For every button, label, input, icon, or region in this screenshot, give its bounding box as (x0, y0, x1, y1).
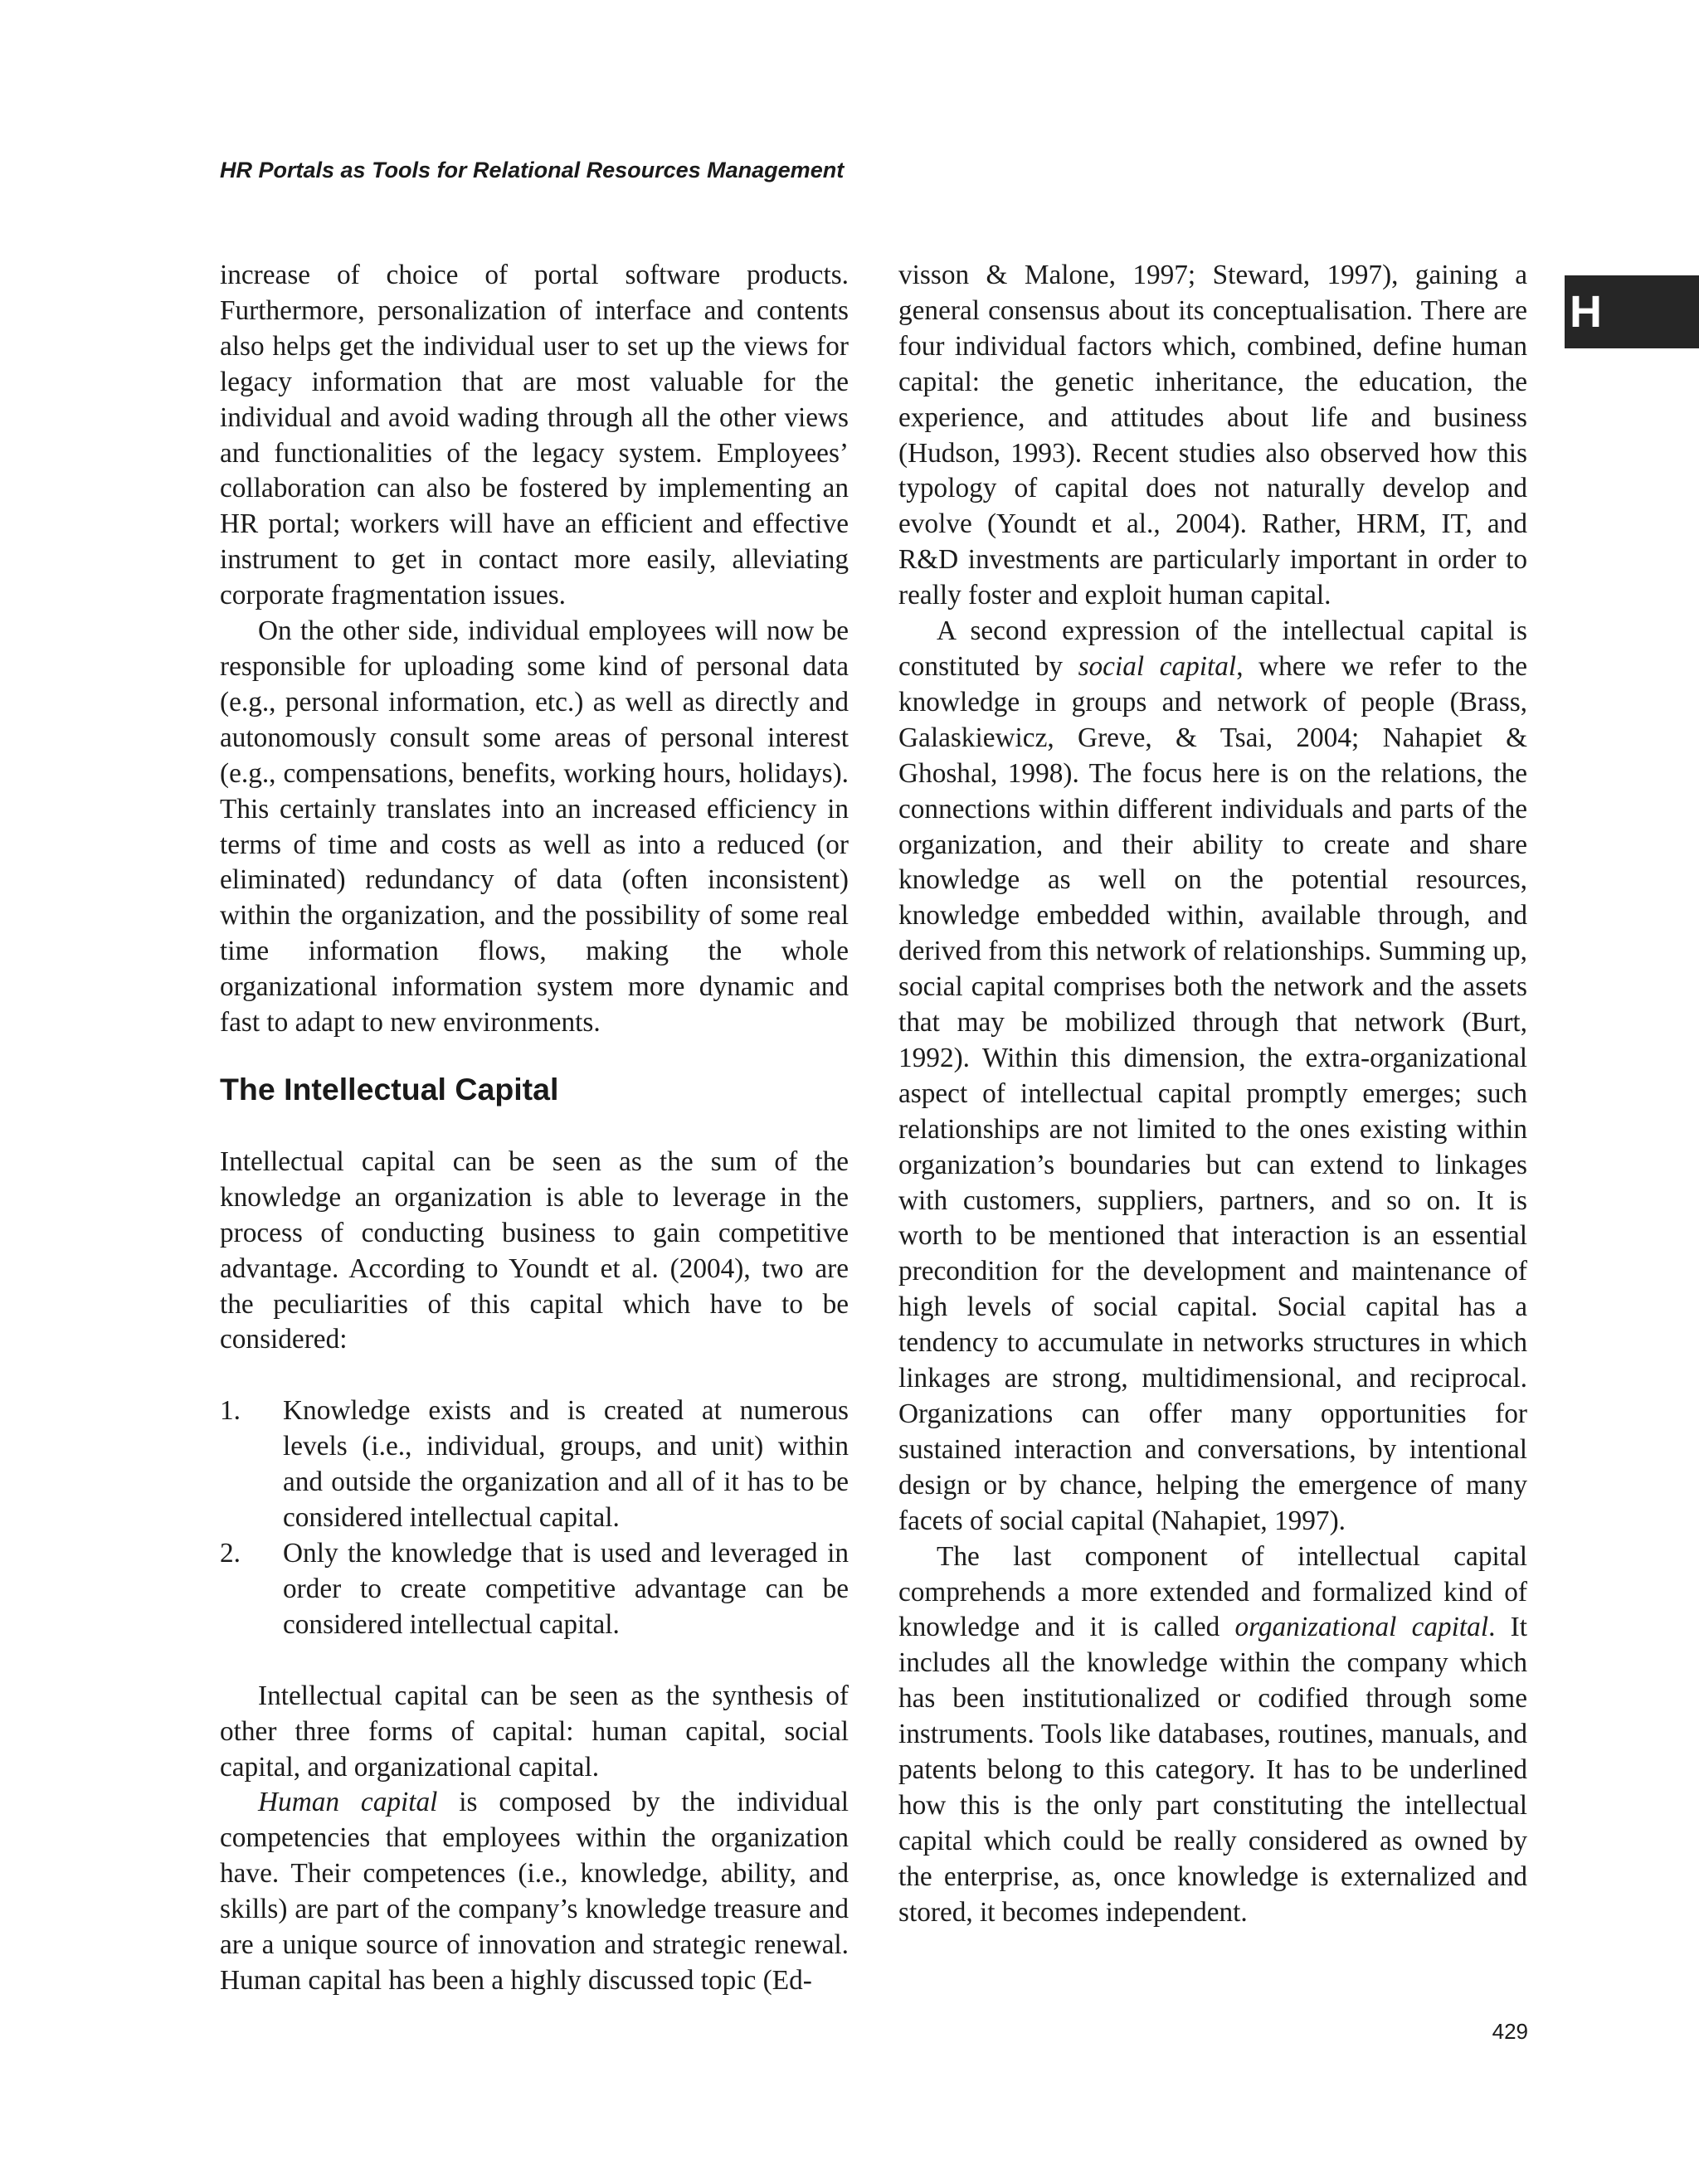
paragraph: visson & Malone, 1997; Steward, 1997), gaining a general consensus about its conceptualisation. There are four individual factors which, combined, define human capital: the genetic inheritance, the education, the experience, and attitudes about life and business (Hudson, 1993). Recent studies also observed how this typology of capital does not naturally develop and evolve (Youndt et al., 2004). Rather, HRM, IT, and R&D investments are particularly important in order to really foster and exploit human capital. (898, 260, 1527, 611)
paragraph-text: is composed by the individual competencies that employees within the organization have. Their competences (i.e., knowledge, ability, and skills) are part of the company’s knowledge treasure and are a unique source of innovation and strategic renewal. Human capital has been a highly discussed topic (Ed- (220, 1787, 849, 1996)
paragraph: Intellectual capital can be seen as the synthesis of other three forms of capital: human capital, social capital, and organizational capital. (220, 1680, 849, 1783)
paragraph-text: , where we refer to the knowledge in groups and network of people (Brass, Galaskiewicz, Greve, & Tsai, 2004; Nahapiet & Ghoshal, 1998). The focus here is on the relations, the connections within different individuals and parts of the organization, and their ability to create and share knowledge as well on the potential resources, knowledge embedded within, available through, and derived from this network of relationships. Summing up, social capital comprises both the network and the assets that may be mobilized through that network (Burt, 1992). Within this dimension, the extra-organizational aspect of intellectual capital promptly emerges; such relationships are not limited to the ones existing within organization’s boundaries but can extend to linkages with customers, suppliers, partners, and so on. It is worth to be mentioned that interaction is an essential precondition for the development and maintenance of high levels of social capital. Social capital has a tendency to accumulate in networks structures in which linkages are strong, multidimensional, and reciprocal. Organizations can offer many opportunities for sustained interaction and conversations, by intentional design or by chance, helping the emergence of many facets of social capital (Nahapiet, 1997). (898, 650, 1527, 1536)
paragraph: On the other side, individual employees will now be responsible for uploading some kind of personal data (e.g., personal information, etc.) as well as directly and autonomously consult some areas of personal interest (e.g., compensations, benefits, working hours, holidays). This certainly translates into an increased efficiency in terms of time and costs as well as into a reduced (or eliminated) redundancy of data (often inconsistent) within the organization, and the possibility of some real time information flows, making the whole organizational information system more dynamic and fast to adapt to new environments. (220, 615, 849, 1038)
list-number: 2. (220, 1538, 241, 1569)
term-human-capital: Human capital (258, 1787, 438, 1818)
right-column (898, 258, 1527, 1931)
left-column (220, 258, 849, 1999)
numbered-list (220, 1394, 849, 1642)
paragraph-text: The last component of intellectual capital comprehends a more extended and formalized kind of knowledge and it is called (898, 1540, 1527, 1643)
list-number: 1. (220, 1395, 241, 1427)
paragraph: increase of choice of portal software products. Furthermore, personalization of interface and contents also helps get the individual user to set up the views for legacy information that are most valuable for the individual and avoid wading through all the other views and functionalities of the legacy system. Employees’ collaboration can also be fostered by implementing an HR portal; workers will have an efficient and effective instrument to get in contact more easily, alleviating corporate fragmentation issues. (220, 260, 849, 611)
paragraph: Intellectual capital can be seen as the sum of the knowledge an organization is able to leverage in the process of conducting business to gain competitive advantage. According to Youndt et al. (2004), two are the peculiarities of this capital which have to be considered: (220, 1146, 849, 1355)
section-tab: H (1565, 275, 1699, 348)
running-header: HR Portals as Tools for Relational Resources Management (220, 158, 845, 182)
list-text: Knowledge exists and is created at numerous levels (i.e., individual, groups, and unit) within and outside the organization and all of it has to be considered intellectual capital. (283, 1395, 849, 1534)
paragraph-text: . It includes all the knowledge within the company which has been institutionalized or codified through some instruments. Tools like databases, routines, manuals, and patents belong to this category. It has to be underlined how this is the only part constituting the intellectual capital which could be really considered as owned by the enterprise, as, once knowledge is externalized and stored, it becomes independent. (898, 1612, 1527, 1928)
paragraph (898, 1540, 1527, 1931)
paragraph (220, 1785, 849, 1998)
page-number: 429 (1492, 2019, 1528, 2044)
term-organizational-capital: organizational capital (1234, 1612, 1489, 1643)
list-item (220, 1394, 849, 1536)
term-social-capital: social capital (1078, 650, 1237, 682)
paragraph-text: A second expression of the intellectual capital is constituted by (898, 615, 1527, 682)
section-heading: The Intellectual Capital (220, 1071, 559, 1107)
paragraph (898, 614, 1527, 1540)
list-text: Only the knowledge that is used and leveraged in order to create competitive advantage can be considered intellectual capital. (283, 1538, 849, 1640)
list-item (220, 1536, 849, 1643)
